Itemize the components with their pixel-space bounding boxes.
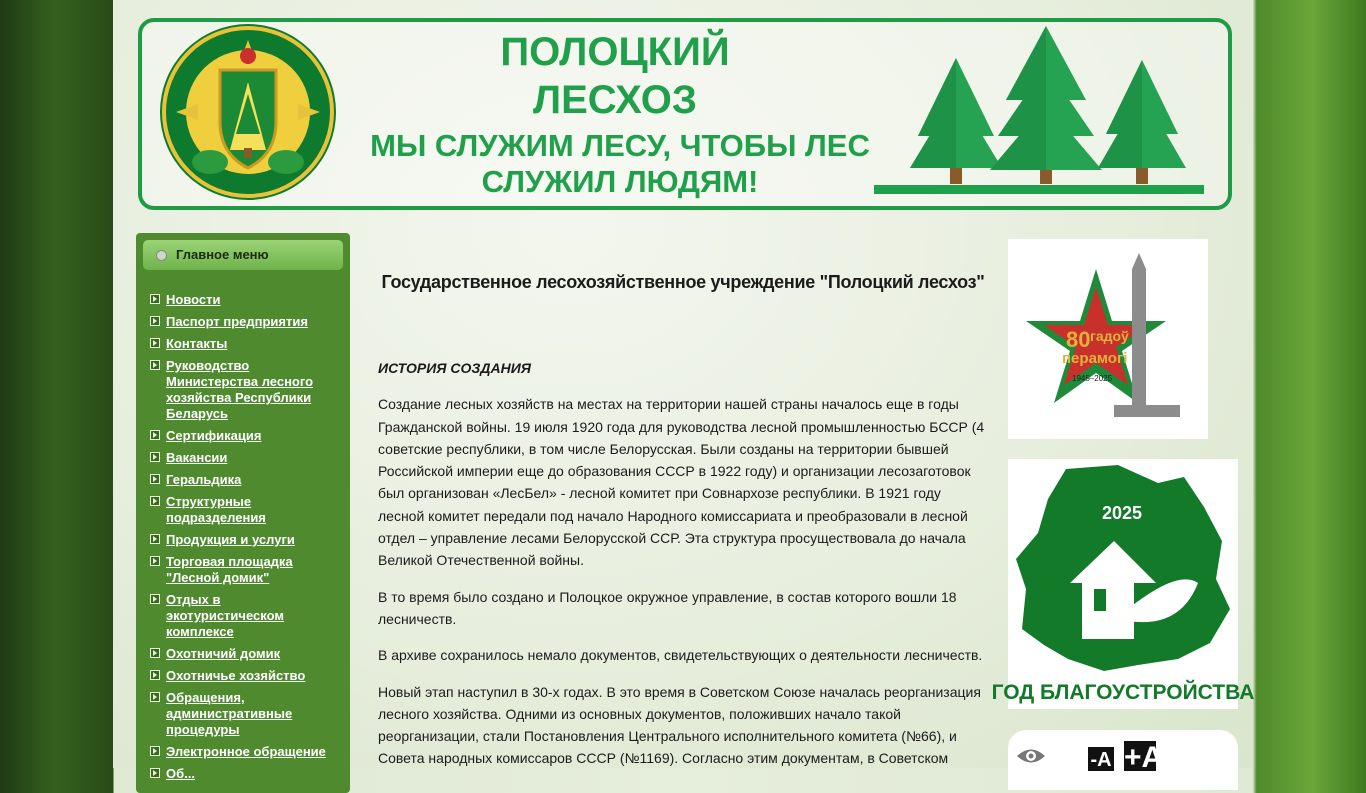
sidebar-link[interactable]: Продукция и услуги bbox=[166, 532, 295, 547]
increase-font-button[interactable]: +A bbox=[1124, 741, 1164, 774]
sidebar-link[interactable]: Паспорт предприятия bbox=[166, 314, 308, 329]
arrow-bullet-icon bbox=[150, 534, 160, 544]
tree-left-icon bbox=[910, 58, 1002, 184]
sidebar-link[interactable]: Новости bbox=[166, 292, 221, 307]
sidebar-link[interactable]: Торговая площадка "Лесной домик" bbox=[166, 554, 293, 585]
arrow-bullet-icon bbox=[150, 670, 160, 680]
main-menu-header bbox=[143, 240, 343, 270]
arrow-bullet-icon bbox=[150, 556, 160, 566]
ground-line bbox=[874, 185, 1204, 194]
sidebar-link[interactable]: Геральдика bbox=[166, 472, 242, 487]
tree-middle-icon bbox=[990, 26, 1102, 184]
trees-illustration bbox=[872, 26, 1206, 196]
sidebar-item-hunting[interactable] bbox=[150, 668, 340, 684]
sidebar-link[interactable]: Контакты bbox=[166, 336, 228, 351]
victory-80-banner[interactable] bbox=[1008, 239, 1208, 439]
main-menu-list bbox=[150, 292, 340, 788]
arrow-bullet-icon bbox=[150, 338, 160, 348]
decrease-font-button[interactable]: -A bbox=[1088, 747, 1114, 771]
sidebar-link[interactable]: Обращения, административные процедуры bbox=[166, 690, 293, 737]
main-menu-title: Главное меню bbox=[176, 247, 269, 262]
arrow-bullet-icon bbox=[150, 294, 160, 304]
victory-caption: гадоў bbox=[1090, 328, 1129, 344]
sidebar-item-marketplace[interactable] bbox=[150, 554, 340, 586]
arrow-bullet-icon bbox=[150, 746, 160, 756]
sidebar-item-passport[interactable] bbox=[150, 314, 340, 330]
sidebar-item-certification[interactable] bbox=[150, 428, 340, 444]
brand-title bbox=[420, 28, 810, 124]
sidebar-item-vacancies[interactable] bbox=[150, 450, 340, 466]
content-paragraph: Создание лесных хозяйств на местах на территории нашей страны началось еще в годы Гражданской войны. 19 июля 1920 года для руководства лесной промышленностью БССР (4 советские республики, в том числе Белорусская. Были созданы на территории бывшей Российской империи еще до образования СССР в 1922 году) и организации лесозаготовок был организован «ЛесБел» - лесной комитет при Совнархозе республики. В 1921 году лесной комитет передали под начало Народного комиссариата и преобразовали в лесной отдел – управление лесами Белорусской ССР. Эта структура просуществовала до начала Великой Отечественной войны. bbox=[378, 396, 985, 569]
arrow-bullet-icon bbox=[150, 360, 160, 370]
brand-motto-line2: СЛУЖИЛ ЛЮДЯМ! bbox=[481, 164, 759, 199]
brand-motto-line1: МЫ СЛУЖИМ ЛЕСУ, ЧТОБЫ ЛЕС bbox=[370, 128, 870, 163]
tree-right-icon bbox=[1098, 60, 1186, 184]
content-paragraph: В архиве сохранилось немало документов, свидетельствующих о деятельности лесничеств. bbox=[378, 647, 983, 664]
sidebar-item-ecotourism[interactable] bbox=[150, 592, 340, 640]
sidebar-item-appeals[interactable] bbox=[150, 690, 340, 738]
brand-title-line2: ЛЕСХОЗ bbox=[533, 78, 697, 122]
sidebar-link[interactable]: Об... bbox=[166, 766, 195, 781]
arrow-bullet-icon bbox=[150, 496, 160, 506]
sidebar-link[interactable]: Охотничий домик bbox=[166, 646, 281, 661]
year-number: 2025 bbox=[1102, 503, 1143, 523]
sidebar-item-heraldry[interactable] bbox=[150, 472, 340, 488]
arrow-bullet-icon bbox=[150, 692, 160, 702]
year-of-improvement-banner[interactable] bbox=[991, 459, 1255, 709]
menu-bullet-icon bbox=[156, 250, 167, 261]
arrow-bullet-icon bbox=[150, 452, 160, 462]
sidebar-item-hunting-lodge[interactable] bbox=[150, 646, 340, 662]
sidebar-link[interactable]: Электронное обращение bbox=[166, 744, 326, 759]
sidebar-item-contacts[interactable] bbox=[150, 336, 340, 352]
victory-number: 80 bbox=[1066, 327, 1091, 352]
year-caption: ГОД БЛАГОУСТРОЙСТВА bbox=[991, 681, 1255, 704]
content-paragraph: Новый этап наступил в 30-х годах. В это время в Советском Союзе началась реорганизация лесного хозяйства. Одними из основных документов, положивших начало такой реорганизации, стали Постановления Центрального исполнительного комитета (№66), и Совета народных комиссаров СССР (№1169). Согласно этим документам, в Советском bbox=[378, 683, 981, 767]
arrow-bullet-icon bbox=[150, 316, 160, 326]
arrow-bullet-icon bbox=[150, 474, 160, 484]
arrow-bullet-icon bbox=[150, 430, 160, 440]
sidebar-link[interactable]: Отдых в экотуристическом комплексе bbox=[166, 592, 284, 639]
sidebar-link[interactable]: Структурные подразделения bbox=[166, 494, 266, 525]
arrow-bullet-icon bbox=[150, 594, 160, 604]
sidebar-link[interactable]: Руководство Министерства лесного хозяйства Республики Беларусь bbox=[166, 358, 314, 421]
section-title: ИСТОРИЯ СОЗДАНИЯ bbox=[378, 360, 532, 376]
victory-caption2: перамогі bbox=[1062, 350, 1128, 367]
content-paragraph: В то время было создано и Полоцкое окружное управление, в состав которого вошли 18 лесничеств. bbox=[378, 588, 957, 627]
sidebar-item-e-appeal[interactable] bbox=[150, 744, 340, 760]
main-content bbox=[378, 270, 988, 770]
page-title: Государственное лесохозяйственное учреждение "Полоцкий лесхоз" bbox=[381, 272, 985, 292]
arrow-bullet-icon bbox=[150, 648, 160, 658]
arrow-bullet-icon bbox=[150, 768, 160, 778]
sidebar-link[interactable]: Сертификация bbox=[166, 428, 262, 443]
brand-motto bbox=[360, 128, 880, 200]
sidebar-item-departments[interactable] bbox=[150, 494, 340, 526]
sidebar-item-ministry-leadership[interactable] bbox=[150, 358, 340, 422]
sidebar-link[interactable]: Охотничье хозяйство bbox=[166, 668, 306, 683]
sidebar-link[interactable]: Вакансии bbox=[166, 450, 228, 465]
sidebar-item-more[interactable] bbox=[150, 766, 340, 782]
sidebar-item-products[interactable] bbox=[150, 532, 340, 548]
sidebar-item-news[interactable] bbox=[150, 292, 340, 308]
victory-years: 1945–2025 bbox=[1072, 374, 1113, 383]
brand-title-line1: ПОЛОЦКИЙ bbox=[500, 30, 730, 74]
eye-icon[interactable] bbox=[1016, 745, 1046, 767]
ministry-emblem-logo[interactable] bbox=[158, 22, 338, 202]
